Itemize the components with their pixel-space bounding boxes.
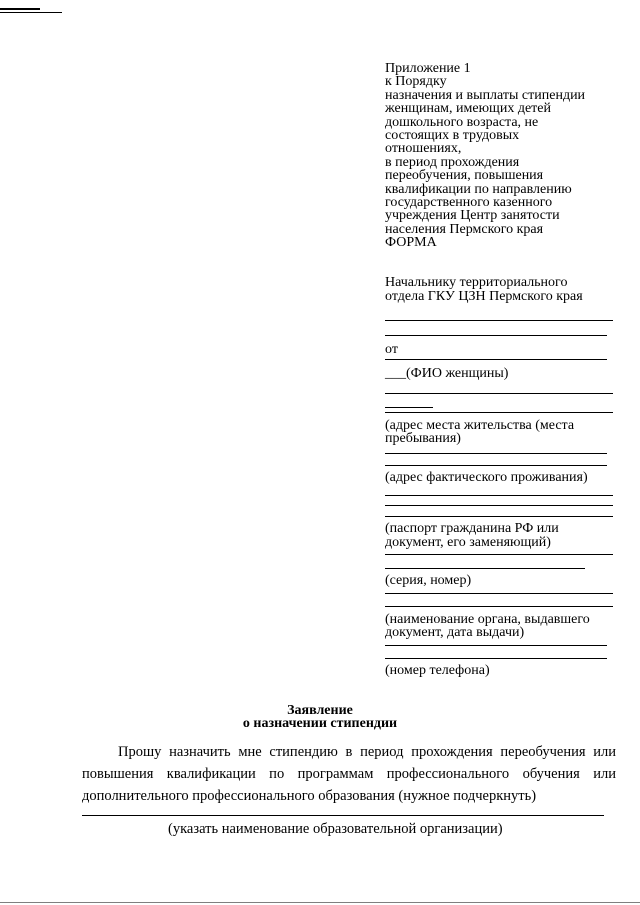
blank-line [385, 335, 607, 336]
statement-subtitle: о назначении стипендии [242, 716, 398, 731]
appendix-line: отношениях, [385, 141, 462, 157]
org-caption: (указать наименование образовательной организации) [168, 821, 503, 837]
from-label: от [385, 342, 398, 357]
statement-line-1: Прошу назначить мне стипендию в период прохождения переобучения или [118, 744, 616, 760]
appendix-line: Приложение 1 [385, 61, 471, 76]
blank-line [385, 412, 613, 413]
blank-line [385, 393, 613, 394]
address-caption-1: (адрес места жительства (места [385, 418, 575, 433]
passport-caption-1: (паспорт гражданина РФ или [385, 521, 559, 536]
appendix-line: женщинам, имеющих детей [385, 101, 551, 117]
statement-line-2: повышения квалификации по программам профессионального обучения или [82, 766, 616, 782]
addressee-line-1: Начальнику территориального [385, 275, 568, 290]
appendix-line: в период прохождения [385, 154, 520, 170]
scan-edge-mark [0, 8, 40, 10]
appendix-line: населения Пермского края [385, 221, 544, 237]
fio-caption: ___(ФИО женщины) [385, 366, 509, 381]
statement-line-3: дополнительного профессионального образования (нужное подчеркнуть) [82, 788, 537, 804]
phone-caption: (номер телефона) [385, 663, 490, 678]
blank-line [385, 645, 607, 646]
scan-edge-mark [0, 902, 640, 903]
issuer-caption-2: документ, дата выдачи) [385, 625, 525, 640]
appendix-line: назначения и выплаты стипендии [385, 87, 586, 103]
blank-line [385, 554, 613, 555]
issuer-caption-1: (наименование органа, выдавшего [385, 612, 590, 627]
appendix-line: квалификации по направлению [385, 181, 572, 197]
appendix-line: дошкольного возраста, не [385, 114, 539, 130]
blank-line [385, 359, 607, 360]
appendix-line: переобучения, повышения [385, 168, 544, 184]
passport-caption-2: документ, его заменяющий) [385, 535, 551, 550]
blank-line [385, 593, 613, 594]
blank-line [385, 453, 607, 454]
blank-line [385, 606, 613, 607]
appendix-block [385, 62, 625, 250]
org-name-blank-line [82, 815, 604, 816]
statement-title: Заявление [287, 703, 353, 718]
blank-line [385, 495, 613, 496]
appendix-line: государственного казенного [385, 195, 553, 211]
statement-body [82, 741, 616, 807]
addressee-line-2: отдела ГКУ ЦЗН Пермского края [385, 289, 583, 304]
blank-line [385, 568, 585, 569]
blank-line [385, 505, 613, 506]
blank-line [385, 658, 607, 659]
address-caption-2: пребывания) [385, 431, 461, 446]
blank-line [385, 465, 607, 466]
blank-line [385, 320, 613, 321]
appendix-line: состоящих в трудовых [385, 128, 520, 144]
series-caption: (серия, номер) [385, 573, 472, 588]
form-label: ФОРМА [385, 235, 437, 251]
scan-edge-mark [0, 12, 62, 13]
blank-line [385, 407, 433, 408]
blank-line [385, 516, 613, 517]
actual-address-caption: (адрес фактического проживания) [385, 470, 588, 485]
appendix-line: к Порядку [385, 74, 447, 90]
appendix-line: учреждения Центр занятости [385, 208, 560, 224]
